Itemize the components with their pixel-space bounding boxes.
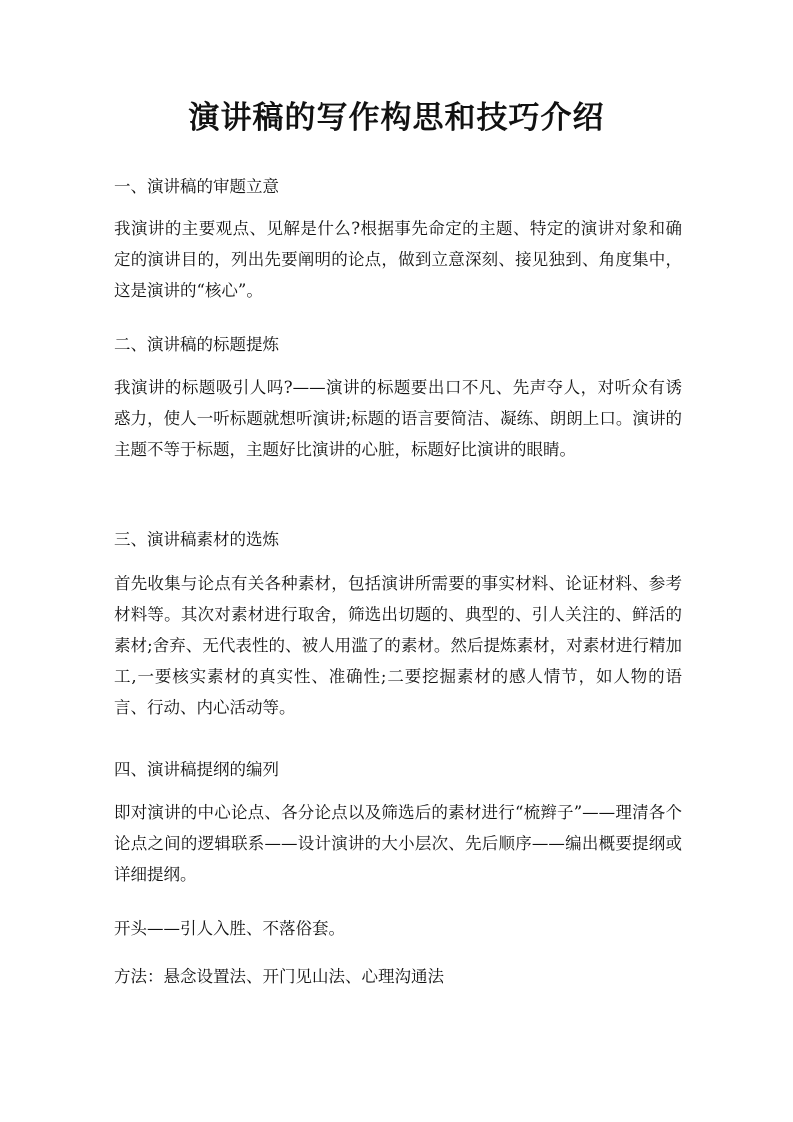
document-title: 演讲稿的写作构思和技巧介绍 [188,100,605,136]
section-4-heading: 四、演讲稿提纲的编列 [114,760,279,779]
section-2-heading: 二、演讲稿的标题提炼 [114,335,279,354]
section-4-body: 即对演讲的中心论点、各分论点以及筛选后的素材进行“梳辫子”——理清各个论点之间的逻辑联系——设计演讲的大小层次、先后顺序——编出概要提纲或详细提纲。 [114,803,682,884]
section-1-body: 我演讲的主要观点、见解是什么?根据事先命定的主题、特定的演讲对象和确定的演讲目的，列出先要阐明的论点，做到立意深刻、接见独到、角度集中，这是演讲的“核心”。 [114,219,682,300]
section-2-body: 我演讲的标题吸引人吗?——演讲的标题要出口不凡、先声夺人，对听众有诱惑力，使人一听标题就想听演讲;标题的语言要简洁、凝练、朗朗上口。演讲的主题不等于标题，主题好比演讲的心脏，标题好比演讲的眼睛。 [114,378,682,459]
section-3-heading: 三、演讲稿素材的选炼 [114,530,279,549]
section-3-body: 首先收集与论点有关各种素材，包括演讲所需要的事实材料、论证材料、参考材料等。其次对素材进行取舍，筛选出切题的、典型的、引人关注的、鲜活的素材;舍弃、无代表性的、被人用滥了的素材。然后提炼素材，对素材进行精加工,一要核实素材的真实性、准确性;二要挖掘素材的感人情节，如人物的语言、行动、内心活动等。 [114,574,682,717]
method-line: 方法：悬念设置法、开门见山法、心理沟通法 [114,967,444,986]
opening-line: 开头——引人入胜、不落俗套。 [114,919,345,938]
section-1-heading: 一、演讲稿的审题立意 [114,177,279,196]
